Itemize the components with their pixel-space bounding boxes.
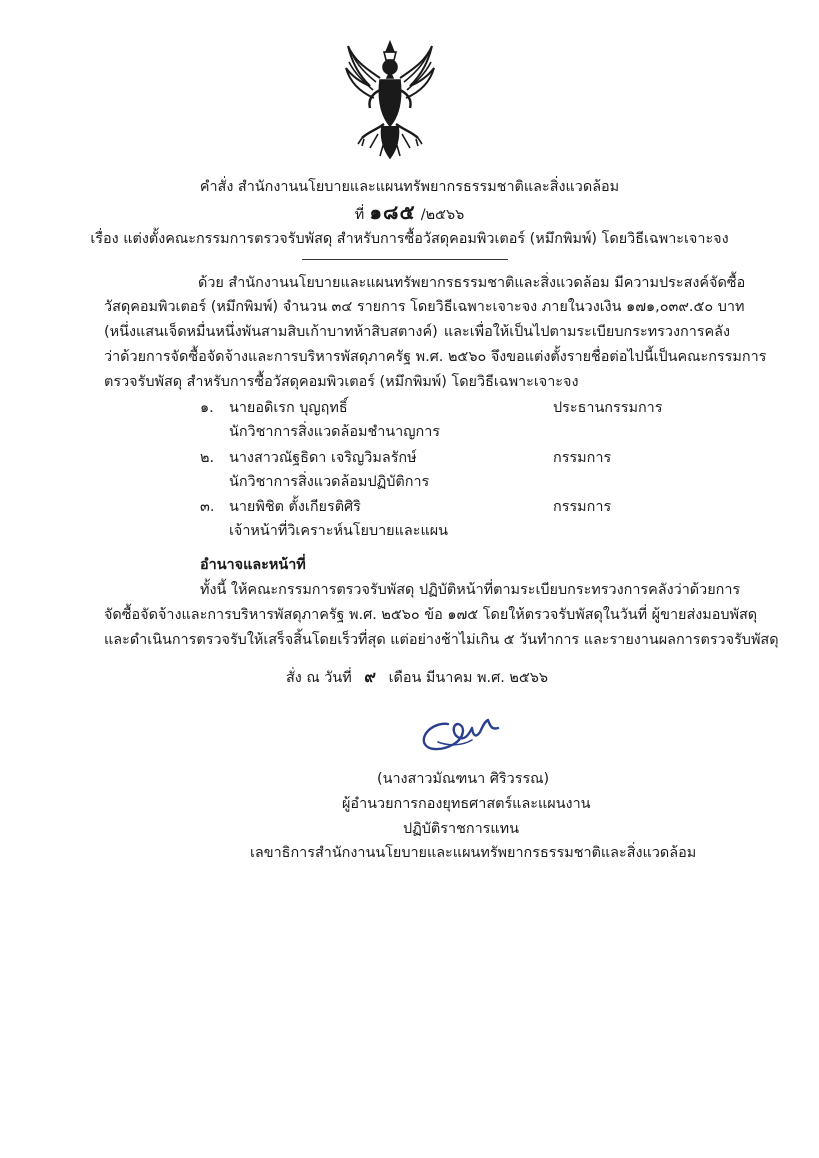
para1-line-4: ว่าด้วยการจัดซื้อจัดจ้างและการบริหารพัสดุภาครัฐ พ.ศ. ๒๕๖๐ จึงขอแต่งตั้งรายชื่อต่อไปนี้เป็นคณะกรรมการ <box>104 349 767 365</box>
member-number: ๒. <box>200 450 215 466</box>
member-role: ประธานกรรมการ <box>553 400 663 416</box>
para1-line-1: ด้วย สำนักงานนโยบายและแผนทรัพยากรธรรมชาติและสิ่งแวดล้อม มีความประสงค์จัดซื้อ <box>198 275 746 291</box>
order-heading: คำสั่ง สำนักงานนโยบายและแผนทรัพยากรธรรมชาติและสิ่งแวดล้อม <box>199 179 620 195</box>
para2-line-1: ทั้งนี้ ให้คณะกรรมการตรวจรับพัสดุ ปฏิบัติหน้าที่ตามระเบียบกระทรวงการคลังว่าด้วยการ <box>200 582 741 598</box>
para2-line-2: จัดซื้อจัดจ้างและการบริหารพัสดุภาครัฐ พ.ศ. ๒๕๖๐ ข้อ ๑๗๕ โดยให้ตรวจรับพัสดุในวันที่ ผู้ขายส่งมอบพัสดุ <box>104 607 758 623</box>
order-number-prefix: ที่ <box>354 207 365 223</box>
signatory-title: ผู้อำนวยการกองยุทธศาสตร์และแผนงาน <box>342 796 591 812</box>
date-day: ๙ <box>364 667 377 686</box>
member-role: กรรมการ <box>553 499 612 515</box>
para1-line-3: (หนึ่งแสนเจ็ดหมื่นหนึ่งพันสามสิบเก้าบาทห้าสิบสตางค์) และเพื่อให้เป็นไปตามระเบียบกระทรวงการคลัง <box>104 324 730 340</box>
signature-image <box>418 712 508 757</box>
member-position: เจ้าหน้าที่วิเคราะห์นโยบายและแผน <box>229 523 448 539</box>
signatory-on-behalf: เลขาธิการสำนักงานนโยบายและแผนทรัพยากรธรรมชาติและสิ่งแวดล้อม <box>250 845 697 861</box>
member-name: นายพิชิต ตั้งเกียรติศิริ <box>229 499 361 515</box>
header-divider <box>302 259 508 260</box>
duties-heading: อำนาจและหน้าที่ <box>200 557 306 573</box>
order-subject: เรื่อง แต่งตั้งคณะกรรมการตรวจรับพัสดุ สำหรับการซื้อวัสดุคอมพิวเตอร์ (หมึกพิมพ์) โดยวิธีเฉพาะเจาะจง <box>90 231 729 247</box>
para1-line-2: วัสดุคอมพิวเตอร์ (หมึกพิมพ์) จำนวน ๓๔ รายการ โดยวิธีเฉพาะเจาะจง ภายในวงเงิน ๑๗๑,๐๓๙.๕๐ บาท <box>104 299 745 315</box>
para1-line-5: ตรวจรับพัสดุ สำหรับการซื้อวัสดุคอมพิวเตอร์ (หมึกพิมพ์) โดยวิธีเฉพาะเจาะจง <box>104 374 579 390</box>
order-number <box>0 199 819 228</box>
para2-line-3: และดำเนินการตรวจรับให้เสร็จสิ้นโดยเร็วที่สุด แต่อย่างช้าไม่เกิน ๕ วันทำการ และรายงานผลการตรวจรับพัสดุ <box>104 632 779 648</box>
member-name: นางสาวณัฐธิดา เจริญวิมลรักษ์ <box>229 450 417 466</box>
member-name: นายอดิเรก บุญฤทธิ์ <box>229 400 348 416</box>
member-number: ๑. <box>200 400 214 416</box>
order-number-value: ๑๘๕ <box>369 200 416 224</box>
signatory-name: (นางสาวมัณฑนา ศิริวรรณ) <box>377 771 550 787</box>
member-role: กรรมการ <box>553 450 612 466</box>
member-number: ๓. <box>200 499 215 515</box>
order-number-year: /๒๕๖๖ <box>420 207 465 223</box>
date-prefix: สั่ง ณ วันที่ <box>286 670 352 686</box>
member-position: นักวิชาการสิ่งแวดล้อมชำนาญการ <box>229 424 441 440</box>
date-rest: เดือน มีนาคม พ.ศ. ๒๕๖๖ <box>388 670 548 686</box>
signatory-acting: ปฏิบัติราชการแทน <box>403 821 519 837</box>
garuda-emblem-icon <box>340 38 440 163</box>
member-position: นักวิชาการสิ่งแวดล้อมปฏิบัติการ <box>229 474 430 490</box>
date-line <box>286 665 548 690</box>
